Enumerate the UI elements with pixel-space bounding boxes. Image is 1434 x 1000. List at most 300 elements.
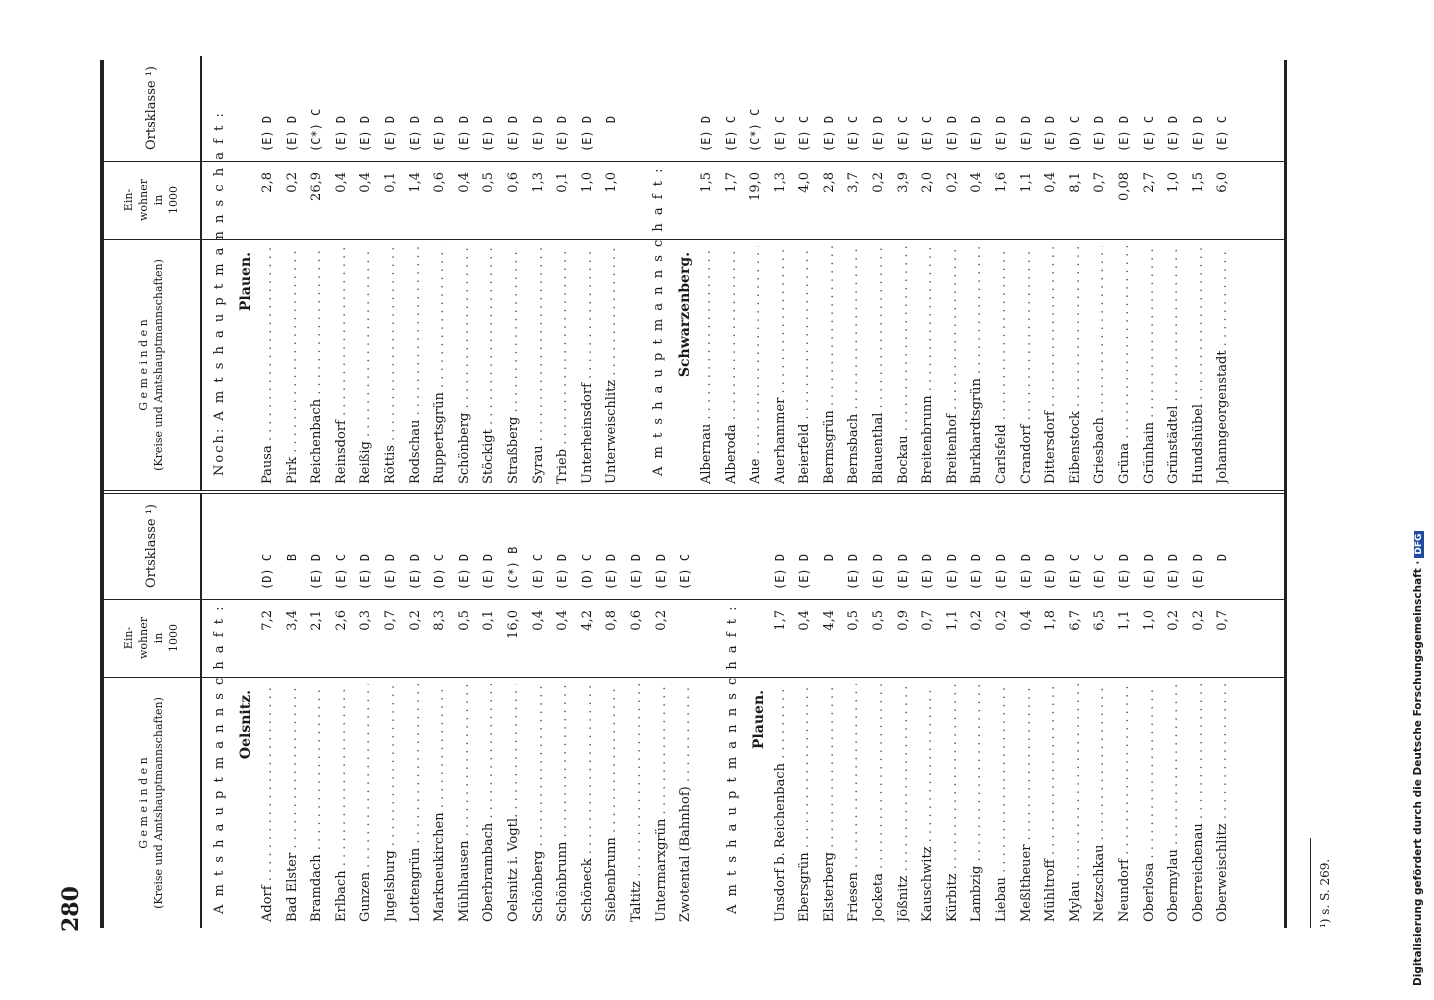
population-value: 0,1 [382,172,398,193]
table-row [481,494,506,928]
ortsklasse-value: (D) C [1067,115,1082,152]
ortsklasse-value: (E) D [407,553,422,590]
population-value: 6,0 [1215,172,1231,193]
municipality-name: Jocketa . . . [871,684,886,922]
municipality-name: Stöckigt . . . [481,246,496,484]
section-gap [703,494,725,928]
municipality-name: Jugelsburg . . . [383,684,398,922]
population-value: 1,5 [698,172,714,193]
ortsklasse-value: (E) D [505,115,520,152]
population-value: 2,0 [920,172,936,193]
ortsklasse-value: (E) C [333,553,348,590]
header-gemeinden-sub: (Kreise und Amtshauptmannschaften) [152,697,165,909]
municipality-name: Grüna . . . [1117,246,1132,484]
population-value: 1,7 [723,172,739,193]
ortsklasse-value: (E) D [871,115,886,152]
header-ew-line: wohner [137,179,151,221]
header-ew-line: wohner [137,617,151,659]
footnote-rule [1310,838,1311,928]
population-value: 4,4 [821,610,837,631]
table-row [678,494,703,928]
population-value: 3,4 [284,610,300,631]
population-value: 0,1 [555,172,571,193]
population-value: 0,4 [1018,610,1034,631]
population-value: 0,2 [407,610,423,631]
population-value: 0,5 [846,610,862,631]
ortsklasse-value: (E) D [481,553,496,590]
table-half-right [104,56,1284,494]
municipality-name: Crandorf . . . [1019,246,1034,484]
ortsklasse-value: (E) D [895,553,910,590]
ortsklasse-value: (E) C [530,553,545,590]
header-gemeinden [104,240,200,490]
municipality-name: Pausa . . . [260,246,275,484]
ortsklasse-value: (E) D [920,553,935,590]
footnote: ¹) s. S. 269. [1318,858,1332,928]
population-value: 0,7 [920,610,936,631]
municipality-name: Bramdach . . . [309,684,324,922]
population-value: 0,5 [481,172,497,193]
table-body [212,494,1240,928]
ortsklasse-value: (E) D [456,115,471,152]
section-name: Oelsnitz. [238,690,254,760]
ortsklasse-value: (E) C [678,553,693,590]
population-value: 0,4 [530,610,546,631]
population-value: 2,8 [821,172,837,193]
ortsklasse-value: (E) D [944,115,959,152]
table-row [604,56,629,490]
ortsklasse-value: (E) D [1117,553,1131,590]
ortsklasse-value: (D) C [579,553,594,590]
section-title: A m t s h a u p t m a n n s c h a f t : [650,166,666,476]
municipality-name: Beierfeld . . . [797,246,812,484]
ortsklasse-value: (E) D [358,115,373,152]
population-value: 19,0 [748,172,764,201]
municipality-name: Oberbrambach . . . [481,684,496,922]
population-value: 0,5 [456,610,472,631]
ortsklasse-value: (E) D [1141,553,1156,590]
municipality-name: Mühlhausen . . . [457,684,472,922]
ortsklasse-value: (E) D [628,553,643,590]
section-name: Plauen. [750,690,767,750]
table-row [358,494,383,928]
table-row [1068,494,1093,928]
ortsklasse-value: (E) C [772,115,787,152]
population-value: 1,6 [994,172,1010,193]
municipality-name: Adorf . . . [260,684,275,922]
table-row [481,56,506,490]
municipality-name: Carlsfeld . . . [994,246,1009,484]
table-row [1117,494,1142,928]
ortsklasse-value: (E) D [994,553,1009,590]
table-row [309,56,334,490]
municipality-name: Griesbach . . . [1092,246,1107,484]
table-row [1191,56,1216,490]
table-row [580,56,605,490]
population-value: 0,8 [604,610,620,631]
table-row [945,56,970,490]
municipality-name: Siebenbrunn . . . [604,684,619,922]
population-value: 16,0 [505,610,521,639]
population-value: 1,0 [1141,610,1157,631]
municipality-name: Unsdorf b. Reichenbach . . . [773,684,788,922]
municipality-name: Gunzen . . . [358,684,373,922]
ortsklasse-value: (C*) C [309,108,324,152]
population-value: 0,6 [432,172,448,193]
ortsklasse-value: (E) D [772,553,787,590]
municipality-name: Pirk . . . [285,246,300,484]
table-row [896,56,921,490]
population-value: 0,2 [944,172,960,193]
ortsklasse-value: (E) C [1067,553,1082,590]
population-value: 4,0 [797,172,813,193]
population-value: 1,0 [604,172,620,193]
ortsklasse-value: (E) D [382,553,397,590]
header-ortsklasse: Ortsklasse ¹) [104,55,200,162]
municipality-name: Elsterberg . . . [822,684,837,922]
ortsklasse-value: (E) D [1166,553,1181,590]
table-row [1191,494,1216,928]
section-title: A m t s h a u p t m a n n s c h a f t : [212,604,227,914]
table-row [1117,56,1142,490]
municipality-name: Grünstädtel . . . [1166,246,1181,484]
ortsklasse-value: (E) C [1141,115,1156,152]
population-value: 3,9 [895,172,911,193]
municipality-name: Eibenstock . . . [1068,246,1083,484]
population-value: 0,4 [1043,172,1059,193]
population-value: 0,5 [871,610,887,631]
municipality-name: Straßberg . . . [506,246,521,484]
header-gemeinden-sub: (Kreise und Amtshauptmannschaften) [152,259,165,471]
population-value: 0,7 [1215,610,1231,631]
ortsklasse-value: (E) D [555,553,570,590]
municipality-name: Bockau . . . [896,246,911,484]
population-value: 1,4 [407,172,423,193]
population-value: 0,1 [481,610,497,631]
ortsklasse-value: (E) C [1215,115,1230,152]
municipality-name: Alberoda . . . [724,246,739,484]
population-value: 0,4 [969,172,985,193]
population-value: 4,2 [579,610,595,631]
population-value: 1,3 [772,172,788,193]
ortsklasse-value: (E) D [407,115,422,152]
table-row [555,56,580,490]
table-header [104,56,202,490]
population-value: 2,6 [333,610,349,631]
municipality-name: Unterheinsdorf . . . [580,246,595,484]
table-row [1142,494,1167,928]
population-value: 0,4 [797,610,813,631]
population-value: 1,0 [579,172,595,193]
table-row [724,56,749,490]
table-row [748,56,773,490]
ortsklasse-value: (E) D [1018,553,1033,590]
table-row [334,56,359,490]
municipality-name: Syrau . . . [531,246,546,484]
table-header [104,494,202,928]
table-row [773,494,798,928]
municipality-name: Mühltroff . . . [1043,684,1058,922]
ortsklasse-value: (E) D [821,115,836,152]
ortsklasse-value: (E) D [1190,553,1205,590]
ortsklasse-value: (E) D [1190,115,1205,152]
table-row [1092,56,1117,490]
table-row [1215,56,1240,490]
municipality-name: Zwotental (Bahnhof) . . . [678,684,693,922]
table-row [506,56,531,490]
header-gemeinden-title: G e m e i n d e n [137,319,151,411]
table-row [822,56,847,490]
section-title: A m t s h a u p t m a n n s c h a f t : [724,604,740,914]
table-row [260,56,285,490]
header-ew-line: in [152,632,165,644]
population-value: 2,8 [260,172,275,193]
municipality-name: Erlbach . . . [334,684,349,922]
table-row [773,56,798,490]
population-value: 7,2 [260,610,275,631]
table-row [531,56,556,490]
population-value: 0,4 [358,172,374,193]
municipality-name: Lambzig . . . [969,684,984,922]
ortsklasse-value: (E) D [481,115,496,152]
table-row [920,494,945,928]
municipality-name: Breitenbrunn . . . [920,246,935,484]
population-value: 6,5 [1092,610,1108,631]
ortsklasse-value: (E) D [358,553,373,590]
header-ew-line: 1000 [166,624,180,652]
header-einwohner [104,599,200,678]
population-value: 0,7 [382,610,398,631]
table-row [629,494,654,928]
population-value: 0,2 [1190,610,1206,631]
municipality-name: Kauschwitz . . . [920,684,935,922]
municipality-name: Grünhain . . . [1142,246,1157,484]
municipality-name: Ebersgrün . . . [797,684,812,922]
table-row [432,56,457,490]
municipality-name: Liebau . . . [994,684,1009,922]
table-row [408,494,433,928]
credit-text: Digitalisierung gefördert durch die Deutsche Forschungsgemeinschaft · [1412,560,1424,986]
header-einwohner [104,161,200,240]
table-body [212,56,1240,490]
municipality-name: Reißig . . . [358,246,373,484]
ortsklasse-value: (E) D [1117,115,1131,152]
header-gemeinden-title: G e m e i n d e n [137,757,151,849]
population-value: 8,3 [432,610,448,631]
ortsklasse-value: (E) D [1166,115,1181,152]
municipality-name: Unterweischlitz . . . [604,246,619,484]
table-row [871,56,896,490]
table-row [1142,56,1167,490]
municipality-name: Aue . . . [748,246,763,484]
municipality-name: Burkhardtsgrün . . . [969,246,984,484]
municipality-name: Oberlosa . . . [1142,684,1157,922]
population-value: 0,08 [1117,172,1132,201]
municipality-name: Markneukirchen . . . [432,684,447,922]
ortsklasse-value: (E) D [579,115,594,152]
table-row [969,56,994,490]
municipality-name: Taltitz . . . [629,684,644,922]
header-ew-line: in [152,194,165,206]
table-row [1019,494,1044,928]
table-row [285,56,310,490]
ortsklasse-value: (E) C [723,115,738,152]
table-row [309,494,334,928]
table-row [334,494,359,928]
ortsklasse-value: (E) D [382,115,397,152]
table-row [457,494,482,928]
municipality-name: Oberreichenau . . . [1191,684,1206,922]
table-row [920,56,945,490]
ortsklasse-value: D [604,115,619,152]
ortsklasse-value: (E) D [653,553,668,590]
municipality-name: Untermarxgrün . . . [654,684,669,922]
ortsklasse-value: (E) D [994,115,1009,152]
table-row [1068,56,1093,490]
table-row [822,494,847,928]
population-value: 0,9 [895,610,911,631]
municipality-name: Kürbitz . . . [945,684,960,922]
table-half-left [104,494,1284,928]
municipality-name: Schöneck . . . [580,684,595,922]
population-value: 1,1 [1018,172,1034,193]
municipality-name: Oberweischlitz . . . [1215,684,1230,922]
table-row [654,494,679,928]
population-value: 1,1 [944,610,960,631]
table-row [260,494,285,928]
ortsklasse-value: (D) C [432,553,447,590]
population-value: 0,2 [871,172,887,193]
table-row [408,56,433,490]
municipality-name: Friesen . . . [846,684,861,922]
municipality-name: Obermylau . . . [1166,684,1181,922]
table-row [994,494,1019,928]
ortsklasse-value: (E) D [846,553,861,590]
population-value: 1,1 [1117,610,1132,631]
table-row [1092,494,1117,928]
ortsklasse-value: (E) C [1092,553,1107,590]
table-row [699,56,724,490]
header-ew-line: 1000 [166,186,180,214]
table-row [896,494,921,928]
table-row [846,494,871,928]
municipality-table [100,60,1287,928]
ortsklasse-value: D [821,553,836,590]
population-value: 0,2 [969,610,985,631]
municipality-name: Breitenhof . . . [945,246,960,484]
table-row [1043,494,1068,928]
ortsklasse-value: (E) D [1018,115,1033,152]
population-value: 3,7 [846,172,862,193]
header-ew-line: Ein- [122,626,136,650]
population-value: 0,3 [358,610,374,631]
table-row [604,494,629,928]
table-row [1019,56,1044,490]
population-value: 8,1 [1067,172,1083,193]
municipality-name: Reinsdorf . . . [334,246,349,484]
population-value: 2,1 [309,610,325,631]
ortsklasse-value: (C*) B [505,546,520,590]
population-value: 0,4 [456,172,472,193]
ortsklasse-value: (E) D [530,115,545,152]
ortsklasse-value: (E) D [555,115,570,152]
table-row [457,56,482,490]
ortsklasse-value: (E) D [432,115,447,152]
municipality-name: Schönbrunn . . . [555,684,570,922]
municipality-name: Schönberg . . . [531,684,546,922]
table-row [1215,494,1240,928]
population-value: 0,2 [1166,610,1182,631]
table-row [797,494,822,928]
ortsklasse-value: (E) D [284,115,299,152]
page-number: 280 [58,886,84,932]
municipality-name: Hundshübel . . . [1191,246,1206,484]
section-name: Plauen. [238,252,254,312]
municipality-name: Albernau . . . [699,246,714,484]
table-row [969,494,994,928]
table-row [506,494,531,928]
ortsklasse-value: (D) C [260,553,274,590]
municipality-name: Bernsbach . . . [846,246,861,484]
municipality-name: Bermsgrün . . . [822,246,837,484]
population-value: 0,4 [333,172,349,193]
municipality-name: Meßltheuer . . . [1019,684,1034,922]
population-value: 0,7 [1092,172,1108,193]
ortsklasse-value: (E) C [895,115,910,152]
municipality-name: Netzschkau . . . [1092,684,1107,922]
municipality-name: Röttis . . . [383,246,398,484]
section-title: Noch: A m t s h a u p t m a n n s c h a f t : [212,111,227,476]
municipality-name: Neundorf . . . [1117,684,1132,922]
municipality-name: Dittersdorf . . . [1043,246,1058,484]
table-row [1043,56,1068,490]
table-row [432,494,457,928]
ortsklasse-value: (E) D [1043,115,1058,152]
ortsklasse-value: (E) D [456,553,471,590]
table-row [285,494,310,928]
ortsklasse-value: (E) C [920,115,935,152]
population-value: 2,7 [1141,172,1157,193]
ortsklasse-value: (E) D [871,553,886,590]
section-name: Schwarzenberg. [676,252,693,378]
table-row [797,56,822,490]
table-row [358,56,383,490]
population-value: 6,7 [1067,610,1083,631]
table-row [555,494,580,928]
table-row [531,494,556,928]
ortsklasse-value: D [1215,553,1230,590]
municipality-name: Trieb . . . [555,246,570,484]
table-row [383,56,408,490]
ortsklasse-value: (E) D [969,115,984,152]
municipality-name: Oelsnitz i. Vogtl. . . . [506,684,521,922]
population-value: 0,2 [994,610,1010,631]
ortsklasse-value: (E) D [604,553,619,590]
ortsklasse-value: (E) D [1043,553,1058,590]
table-row [1166,494,1191,928]
municipality-name: Johanngeorgenstadt . . . [1215,246,1230,484]
population-value: 1,0 [1166,172,1182,193]
section-gap [629,56,651,490]
table-row [580,494,605,928]
municipality-name: Reichenbach . . . [309,246,324,484]
population-value: 1,8 [1043,610,1059,631]
ortsklasse-value: (E) D [944,553,959,590]
table-row [871,494,896,928]
population-value: 1,5 [1190,172,1206,193]
municipality-name: Bad Elster . . . [285,684,300,922]
population-value: 0,6 [505,172,521,193]
